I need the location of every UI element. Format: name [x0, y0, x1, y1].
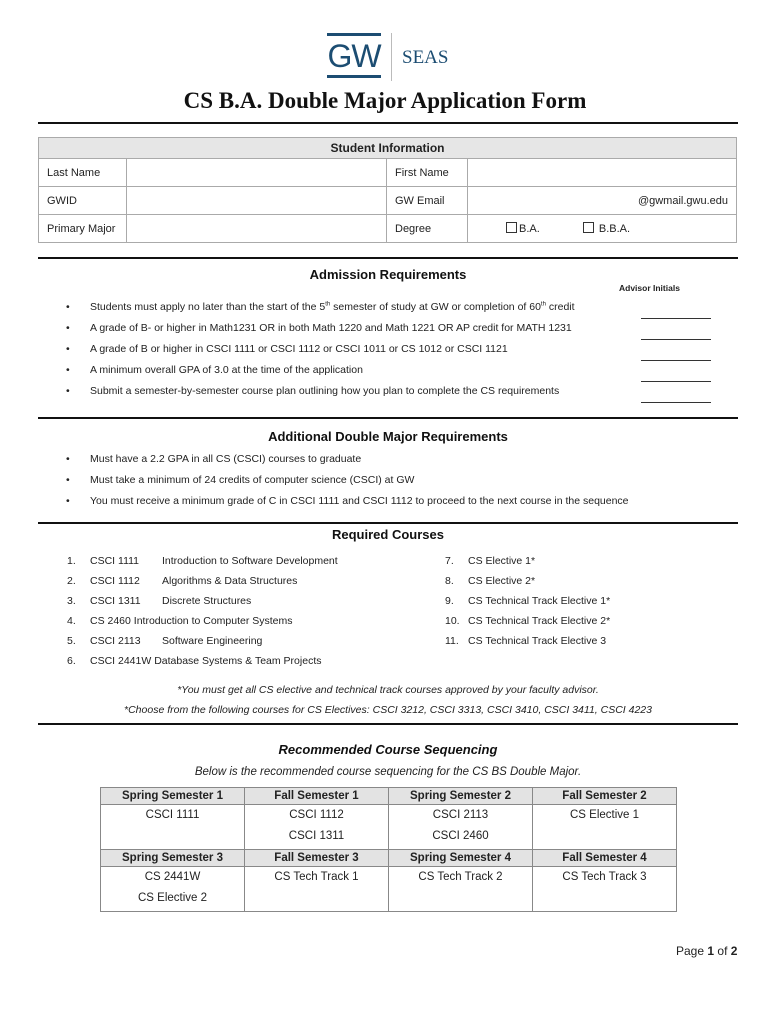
semester-header: Spring Semester 2	[389, 788, 533, 805]
checkbox-icon	[583, 222, 594, 233]
divider	[38, 522, 738, 524]
semester-cell: CSCI 1111	[101, 805, 245, 850]
first-name-field[interactable]	[468, 159, 737, 187]
page-title: CS B.A. Double Major Application Form	[183, 88, 587, 113]
semester-cell: CS Tech Track 1	[245, 867, 389, 912]
advisor-initials-label: Advisor Initials	[619, 283, 680, 293]
first-name-label: First Name	[387, 159, 468, 187]
logo-divider	[391, 33, 392, 81]
semester-cell: CS Tech Track 2	[389, 867, 533, 912]
bullet-icon: •	[66, 495, 70, 507]
semester-cell: CSCI 2113 CSCI 2460	[389, 805, 533, 850]
gw-logo-mark: GW	[327, 33, 381, 81]
student-info-heading: Student Information	[39, 138, 737, 159]
primary-major-label: Primary Major	[39, 215, 127, 243]
table-row	[39, 187, 737, 215]
bullet-icon: •	[66, 364, 70, 376]
bullet-icon: •	[66, 322, 70, 334]
admission-heading: Admission Requirements	[309, 267, 467, 282]
semester-header: Spring Semester 1	[101, 788, 245, 805]
checkbox-icon	[506, 222, 517, 233]
degree-ba-checkbox[interactable]: B.A.	[506, 223, 540, 235]
page-number: Page 1 of 2	[676, 944, 738, 958]
advisor-initials-line-2[interactable]	[641, 339, 711, 340]
advisor-initials-line-3[interactable]	[641, 360, 711, 361]
bullet-icon: •	[66, 301, 70, 313]
last-name-label: Last Name	[39, 159, 127, 187]
advisor-initials-line-4[interactable]	[641, 381, 711, 382]
bullet-icon: •	[66, 474, 70, 486]
semester-header: Fall Semester 2	[533, 788, 677, 805]
email-domain-suffix: @gwmail.gwu.edu	[637, 194, 728, 207]
semester-cell: CS 2441W CS Elective 2	[101, 867, 245, 912]
semester-header: Fall Semester 1	[245, 788, 389, 805]
divider	[38, 417, 738, 419]
bullet-icon: •	[66, 343, 70, 355]
table-row	[39, 159, 737, 187]
additional-heading: Additional Double Major Requirements	[268, 429, 508, 444]
semester-cell: CS Elective 1	[533, 805, 677, 850]
sequencing-subtitle: Below is the recommended course sequencing for the CS BS Double Major.	[194, 766, 582, 778]
semester-header: Fall Semester 3	[245, 850, 389, 867]
divider	[38, 122, 738, 124]
advisor-initials-line-5[interactable]	[641, 402, 711, 403]
degree-label: Degree	[387, 215, 468, 243]
elective-choices-note: *Choose from the following courses for CS Electives: CSCI 3212, CSCI 3313, CSCI 3410, CSCI 3411, CSCI 4223	[124, 704, 652, 716]
sequencing-heading: Recommended Course Sequencing	[278, 742, 498, 757]
advisor-initials-line-1[interactable]	[641, 318, 711, 319]
semester-cell: CS Tech Track 3	[533, 867, 677, 912]
semester-header: Spring Semester 3	[101, 850, 245, 867]
degree-options	[468, 215, 737, 243]
primary-major-field[interactable]	[127, 215, 387, 243]
semester-cell: CSCI 1112 CSCI 1311	[245, 805, 389, 850]
school-name: SEAS	[402, 47, 449, 68]
bullet-icon: •	[66, 453, 70, 465]
sequencing-table	[100, 787, 677, 912]
semester-header: Fall Semester 4	[533, 850, 677, 867]
divider	[38, 257, 738, 259]
table-row	[39, 215, 737, 243]
elective-approval-note: *You must get all CS elective and technical track courses approved by your faculty advisor.	[177, 684, 599, 696]
last-name-field[interactable]	[127, 159, 387, 187]
bullet-icon: •	[66, 385, 70, 397]
gwid-label: GWID	[39, 187, 127, 215]
divider	[38, 723, 738, 725]
gwid-field[interactable]	[127, 187, 387, 215]
required-courses-heading: Required Courses	[332, 527, 444, 542]
student-info-table	[38, 137, 737, 243]
gw-email-label: GW Email	[387, 187, 468, 215]
semester-header: Spring Semester 4	[389, 850, 533, 867]
degree-bba-checkbox[interactable]: B.B.A.	[583, 223, 630, 235]
gw-email-field[interactable]	[468, 187, 737, 215]
